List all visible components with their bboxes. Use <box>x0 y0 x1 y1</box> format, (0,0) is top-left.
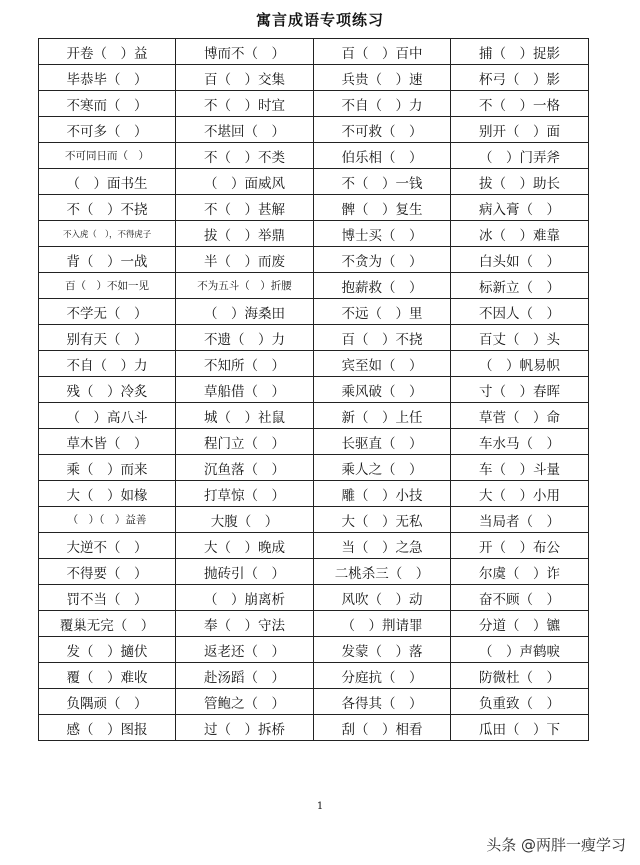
table-row <box>39 273 589 299</box>
idiom-cell: 不堪回（ ） <box>176 117 314 143</box>
idiom-cell: 不可多（ ） <box>39 117 176 143</box>
idiom-cell: 乘风破（ ） <box>314 377 451 403</box>
idiom-cell: 白头如（ ） <box>451 247 589 273</box>
table-row <box>39 455 589 481</box>
table-row <box>39 325 589 351</box>
table-row <box>39 611 589 637</box>
table-row <box>39 91 589 117</box>
idiom-cell: 标新立（ ） <box>451 273 589 299</box>
table-row <box>39 65 589 91</box>
idiom-cell: 草船借（ ） <box>176 377 314 403</box>
idiom-cell: 不知所（ ） <box>176 351 314 377</box>
idiom-cell: 冰（ ）难靠 <box>451 221 589 247</box>
idiom-cell: 百（ ）百中 <box>314 39 451 65</box>
idiom-cell: 罚不当（ ） <box>39 585 176 611</box>
idiom-cell: 过（ ）拆桥 <box>176 715 314 741</box>
idiom-cell: 拔（ ）助长 <box>451 169 589 195</box>
idiom-cell: 长驱直（ ） <box>314 429 451 455</box>
idiom-cell: （ ）门弄斧 <box>451 143 589 169</box>
idiom-cell: （ ）帆易帜 <box>451 351 589 377</box>
idiom-cell: 大腹（ ） <box>176 507 314 533</box>
idiom-cell: 程门立（ ） <box>176 429 314 455</box>
idiom-cell: 百丈（ ）头 <box>451 325 589 351</box>
idiom-cell: 分道（ ）镳 <box>451 611 589 637</box>
idiom-cell: 奉（ ）守法 <box>176 611 314 637</box>
idiom-cell: 赴汤蹈（ ） <box>176 663 314 689</box>
table-row <box>39 247 589 273</box>
table-row <box>39 559 589 585</box>
watermark: 头条 @两胖一瘦学习 <box>486 836 626 854</box>
table-row <box>39 585 589 611</box>
table-row <box>39 507 589 533</box>
idiom-cell: 伯乐相（ ） <box>314 143 451 169</box>
idiom-cell: 瓜田（ ）下 <box>451 715 589 741</box>
idiom-cell: 不（ ）不挠 <box>39 195 176 221</box>
table-row <box>39 221 589 247</box>
idiom-cell: 发蒙（ ）落 <box>314 637 451 663</box>
idiom-cell: 当（ ）之急 <box>314 533 451 559</box>
idiom-cell: 不为五斗（ ）折腰 <box>176 273 314 299</box>
idiom-cell: 不（ ）时宜 <box>176 91 314 117</box>
idiom-cell: 不（ ）不类 <box>176 143 314 169</box>
idiom-cell: 乘（ ）而来 <box>39 455 176 481</box>
idiom-cell: 病入膏（ ） <box>451 195 589 221</box>
idiom-cell: 开卷（ ）益 <box>39 39 176 65</box>
idiom-cell: 抛砖引（ ） <box>176 559 314 585</box>
idiom-cell: 背（ ）一战 <box>39 247 176 273</box>
idiom-cell: 感（ ）图报 <box>39 715 176 741</box>
page-title: 寓言成语专项练习 <box>255 11 384 29</box>
idiom-cell: 百（ ）交集 <box>176 65 314 91</box>
idiom-cell: 大（ ）无私 <box>314 507 451 533</box>
idiom-cell: 大（ ）如椽 <box>39 481 176 507</box>
idiom-cell: 返老还（ ） <box>176 637 314 663</box>
idiom-cell: 新（ ）上任 <box>314 403 451 429</box>
idiom-cell: 开（ ）布公 <box>451 533 589 559</box>
table-row <box>39 299 589 325</box>
idiom-cell: 兵贵（ ）速 <box>314 65 451 91</box>
table-row <box>39 481 589 507</box>
idiom-cell: 大逆不（ ） <box>39 533 176 559</box>
idiom-cell: 别开（ ）面 <box>451 117 589 143</box>
idiom-cell: 不（ ）一格 <box>451 91 589 117</box>
idiom-cell: 不遗（ ）力 <box>176 325 314 351</box>
idiom-cell: 抱薪救（ ） <box>314 273 451 299</box>
idiom-cell: 车水马（ ） <box>451 429 589 455</box>
table-row <box>39 637 589 663</box>
idiom-cell: 不学无（ ） <box>39 299 176 325</box>
idiom-exercise-table <box>38 38 589 741</box>
idiom-cell: 覆巢无完（ ） <box>39 611 176 637</box>
idiom-cell: 风吹（ ）动 <box>314 585 451 611</box>
idiom-cell: 城（ ）社鼠 <box>176 403 314 429</box>
idiom-cell: 别有天（ ） <box>39 325 176 351</box>
idiom-cell: 当局者（ ） <box>451 507 589 533</box>
idiom-cell: 草木皆（ ） <box>39 429 176 455</box>
idiom-cell: 博士买（ ） <box>314 221 451 247</box>
idiom-cell: 草菅（ ）命 <box>451 403 589 429</box>
table-row <box>39 689 589 715</box>
idiom-cell: 车（ ）斗量 <box>451 455 589 481</box>
idiom-cell: （ ）高八斗 <box>39 403 176 429</box>
idiom-cell: 防微杜（ ） <box>451 663 589 689</box>
idiom-cell: 覆（ ）难收 <box>39 663 176 689</box>
idiom-cell: 沉鱼落（ ） <box>176 455 314 481</box>
idiom-cell: 雕（ ）小技 <box>314 481 451 507</box>
idiom-cell: 博而不（ ） <box>176 39 314 65</box>
idiom-cell: 半（ ）而废 <box>176 247 314 273</box>
idiom-cell: 不贪为（ ） <box>314 247 451 273</box>
idiom-cell: 不入虎（ ），不得虎子 <box>39 221 176 247</box>
idiom-cell: 杯弓（ ）影 <box>451 65 589 91</box>
idiom-cell: 负重致（ ） <box>451 689 589 715</box>
idiom-cell: 宾至如（ ） <box>314 351 451 377</box>
idiom-cell: 毕恭毕（ ） <box>39 65 176 91</box>
table-row <box>39 195 589 221</box>
idiom-cell: （ ）荆请罪 <box>314 611 451 637</box>
table-row <box>39 533 589 559</box>
idiom-cell: 残（ ）冷炙 <box>39 377 176 403</box>
idiom-cell: 不远（ ）里 <box>314 299 451 325</box>
idiom-cell: （ ）崩离析 <box>176 585 314 611</box>
table-row <box>39 429 589 455</box>
idiom-cell: 不可救（ ） <box>314 117 451 143</box>
idiom-cell: 髀（ ）复生 <box>314 195 451 221</box>
idiom-cell: （ ）面书生 <box>39 169 176 195</box>
idiom-cell: 百（ ）不挠 <box>314 325 451 351</box>
idiom-cell: 不（ ）甚解 <box>176 195 314 221</box>
idiom-cell: 打草惊（ ） <box>176 481 314 507</box>
idiom-cell: 刮（ ）相看 <box>314 715 451 741</box>
idiom-cell: 百（ ）不如一见 <box>39 273 176 299</box>
idiom-cell: （ ）海桑田 <box>176 299 314 325</box>
idiom-cell: （ ）声鹤唳 <box>451 637 589 663</box>
table-row <box>39 351 589 377</box>
table-row <box>39 117 589 143</box>
idiom-cell: 不可同日而（ ） <box>39 143 176 169</box>
table-row <box>39 143 589 169</box>
idiom-cell: 负隅顽（ ） <box>39 689 176 715</box>
idiom-cell: 不因人（ ） <box>451 299 589 325</box>
idiom-cell: 捕（ ）捉影 <box>451 39 589 65</box>
table-row <box>39 403 589 429</box>
idiom-cell: 不（ ）一钱 <box>314 169 451 195</box>
idiom-cell: 二桃杀三（ ） <box>314 559 451 585</box>
idiom-cell: 分庭抗（ ） <box>314 663 451 689</box>
idiom-cell: 不自（ ）力 <box>39 351 176 377</box>
table-row <box>39 39 589 65</box>
idiom-cell: 发（ ）擿伏 <box>39 637 176 663</box>
idiom-cell: 奋不顾（ ） <box>451 585 589 611</box>
idiom-cell: （ ）面威风 <box>176 169 314 195</box>
idiom-cell: 拔（ ）举鼎 <box>176 221 314 247</box>
table-row <box>39 169 589 195</box>
idiom-cell: 管鲍之（ ） <box>176 689 314 715</box>
table-row <box>39 715 589 741</box>
idiom-cell: 乘人之（ ） <box>314 455 451 481</box>
idiom-cell: 各得其（ ） <box>314 689 451 715</box>
idiom-cell: 大（ ）小用 <box>451 481 589 507</box>
idiom-cell: 不自（ ）力 <box>314 91 451 117</box>
idiom-cell: 不寒而（ ） <box>39 91 176 117</box>
table-row <box>39 377 589 403</box>
table-row <box>39 663 589 689</box>
idiom-cell: 大（ ）晚成 <box>176 533 314 559</box>
idiom-cell: 寸（ ）春晖 <box>451 377 589 403</box>
page-number: 1 <box>316 801 324 812</box>
idiom-cell: 不得要（ ） <box>39 559 176 585</box>
idiom-cell: （ ）（ ）益善 <box>39 507 176 533</box>
idiom-cell: 尔虞（ ）诈 <box>451 559 589 585</box>
